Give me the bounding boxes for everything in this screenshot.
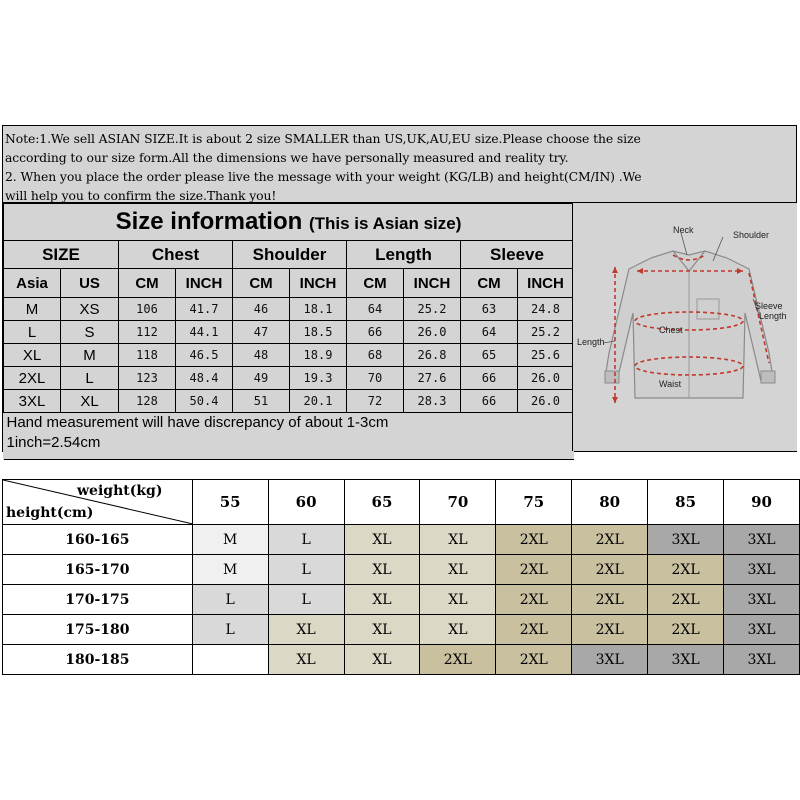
height-row	[3, 525, 800, 555]
recommended-size-cell: 2XL	[496, 645, 572, 675]
weight-header-cell: 70	[420, 480, 496, 525]
shirt-measurement-diagram	[572, 203, 797, 451]
measurement-cell: 106	[119, 298, 176, 321]
measurement-cell: 64	[347, 298, 404, 321]
weight-header-cell: 80	[572, 480, 648, 525]
recommended-size-cell: XL	[420, 585, 496, 615]
recommended-size-cell: 3XL	[648, 645, 724, 675]
recommended-size-cell: 2XL	[572, 615, 648, 645]
recommended-size-cell: L	[268, 585, 344, 615]
recommended-size-cell: L	[192, 615, 268, 645]
corner-cell	[3, 480, 193, 525]
header-shoulder: Shoulder	[233, 241, 347, 269]
recommended-size-cell: 2XL	[572, 585, 648, 615]
sub-header-cell: CM	[233, 269, 290, 298]
measurement-cell: 72	[347, 390, 404, 413]
measurement-cell: 46	[233, 298, 290, 321]
recommended-size-cell: 3XL	[648, 525, 724, 555]
recommended-size-cell: XL	[420, 525, 496, 555]
recommended-size-cell: XL	[420, 555, 496, 585]
measurement-cell: 63	[461, 298, 518, 321]
size-table-title	[4, 204, 574, 241]
recommended-size-cell: 3XL	[724, 555, 800, 585]
sub-header-cell: INCH	[290, 269, 347, 298]
recommended-size-cell: XL	[268, 615, 344, 645]
recommended-size-cell: 2XL	[572, 555, 648, 585]
measurement-cell: 25.2	[518, 321, 574, 344]
measurement-cell: 20.1	[290, 390, 347, 413]
note-line: 2. When you place the order please live the message with your weight (KG/LB) and height(CM/IN) .We	[5, 169, 642, 184]
size-row	[4, 344, 574, 367]
sub-header-cell: Asia	[4, 269, 61, 298]
sub-header-cell: CM	[461, 269, 518, 298]
recommended-size-cell: L	[192, 585, 268, 615]
note-line: according to our size form.All the dimensions we have personally measured and reality try.	[5, 150, 569, 165]
recommended-size-cell: 2XL	[496, 615, 572, 645]
height-range-cell: 175-180	[3, 615, 193, 645]
weight-header-cell: 75	[496, 480, 572, 525]
recommended-size-cell: 2XL	[496, 585, 572, 615]
size-label-cell: M	[61, 344, 119, 367]
measurement-cell: 123	[119, 367, 176, 390]
measurement-cell: 64	[461, 321, 518, 344]
recommended-size-cell: 2XL	[420, 645, 496, 675]
chest-label: Chest	[659, 325, 683, 335]
height-axis-label: height(cm)	[6, 505, 94, 521]
recommended-size-cell: 3XL	[572, 645, 648, 675]
measurement-cell: 26.0	[518, 390, 574, 413]
neck-label: Neck	[673, 225, 694, 235]
waist-label: Waist	[659, 379, 682, 389]
measurement-cell: 25.2	[404, 298, 461, 321]
title-text: Size information	[115, 208, 303, 235]
measurement-cell: 18.1	[290, 298, 347, 321]
size-row	[4, 390, 574, 413]
weight-header-cell: 60	[268, 480, 344, 525]
size-row	[4, 367, 574, 390]
size-table	[3, 203, 574, 460]
sub-header-cell: INCH	[176, 269, 233, 298]
sub-header-cell: US	[61, 269, 119, 298]
measurement-cell: 65	[461, 344, 518, 367]
measurement-cell: 41.7	[176, 298, 233, 321]
sub-header-cell: INCH	[404, 269, 461, 298]
measurement-cell: 112	[119, 321, 176, 344]
measurement-note	[4, 413, 574, 460]
height-row	[3, 555, 800, 585]
height-row	[3, 615, 800, 645]
measurement-cell: 48.4	[176, 367, 233, 390]
note-line: will help you to confirm the size.Thank you!	[5, 188, 277, 203]
recommended-size-cell: 2XL	[572, 525, 648, 555]
size-label-cell: XS	[61, 298, 119, 321]
measurement-cell: 27.6	[404, 367, 461, 390]
measurement-cell: 26.0	[518, 367, 574, 390]
recommended-size-cell: 3XL	[724, 585, 800, 615]
height-range-cell: 160-165	[3, 525, 193, 555]
measurement-cell: 47	[233, 321, 290, 344]
weight-header-cell: 85	[648, 480, 724, 525]
note-line: Note:1.We sell ASIAN SIZE.It is about 2 size SMALLER than US,UK,AU,EU size.Please choose the size	[5, 131, 641, 146]
measurement-cell: 51	[233, 390, 290, 413]
measurement-cell: 25.6	[518, 344, 574, 367]
size-label-cell: 2XL	[4, 367, 61, 390]
size-label-cell: S	[61, 321, 119, 344]
height-range-cell: 170-175	[3, 585, 193, 615]
measurement-cell: 18.5	[290, 321, 347, 344]
recommended-size-cell: 3XL	[724, 525, 800, 555]
measurement-cell: 19.3	[290, 367, 347, 390]
size-label-cell: XL	[61, 390, 119, 413]
size-note	[3, 126, 796, 203]
length-label: Length	[577, 337, 605, 347]
recommended-size-cell: 3XL	[724, 615, 800, 645]
recommended-size-cell: XL	[344, 525, 420, 555]
weight-header-cell: 90	[724, 480, 800, 525]
size-info-panel	[2, 125, 797, 452]
recommended-size-cell: 2XL	[496, 555, 572, 585]
recommended-size-cell: XL	[420, 615, 496, 645]
measurement-cell: 49	[233, 367, 290, 390]
discrepancy-note: Hand measurement will have discrepancy of about 1-3cm	[6, 414, 389, 431]
measurement-cell: 50.4	[176, 390, 233, 413]
sleeve-label: Sleeve	[755, 301, 783, 311]
size-label-cell: L	[4, 321, 61, 344]
size-label-cell: L	[61, 367, 119, 390]
weight-header-row	[3, 480, 800, 525]
header-sleeve: Sleeve	[461, 241, 574, 269]
recommended-size-cell: L	[268, 555, 344, 585]
recommended-size-cell: 2XL	[648, 555, 724, 585]
header-length: Length	[347, 241, 461, 269]
size-row	[4, 321, 574, 344]
recommended-size-cell: 2XL	[648, 615, 724, 645]
measurement-cell: 46.5	[176, 344, 233, 367]
measurement-cell: 118	[119, 344, 176, 367]
height-row	[3, 645, 800, 675]
recommended-size-cell: M	[192, 525, 268, 555]
recommended-size-cell: M	[192, 555, 268, 585]
measurement-cell: 70	[347, 367, 404, 390]
sub-header-cell: INCH	[518, 269, 574, 298]
measurement-cell: 44.1	[176, 321, 233, 344]
size-label-cell: XL	[4, 344, 61, 367]
recommended-size-cell: 3XL	[724, 645, 800, 675]
weight-axis-label: weight(kg)	[77, 483, 163, 499]
weight-header-cell: 65	[344, 480, 420, 525]
recommended-size-cell: XL	[344, 645, 420, 675]
weight-header-cell: 55	[192, 480, 268, 525]
shoulder-label: Shoulder	[733, 230, 770, 240]
size-row	[4, 298, 574, 321]
title-subtitle: (This is Asian size)	[308, 214, 462, 233]
recommended-size-cell: 2XL	[496, 525, 572, 555]
measurement-cell: 48	[233, 344, 290, 367]
measurement-cell: 26.0	[404, 321, 461, 344]
recommended-size-cell: XL	[268, 645, 344, 675]
height-range-cell: 180-185	[3, 645, 193, 675]
measurement-cell: 128	[119, 390, 176, 413]
header-size: SIZE	[4, 241, 119, 269]
shirt-diagram-svg	[573, 203, 797, 451]
inch-conversion-note: 1inch=2.54cm	[6, 434, 101, 451]
recommended-size-cell	[192, 645, 268, 675]
header-chest: Chest	[119, 241, 233, 269]
recommended-size-cell: 2XL	[648, 585, 724, 615]
sub-header-cell: CM	[119, 269, 176, 298]
measurement-cell: 66	[347, 321, 404, 344]
measurement-cell: 24.8	[518, 298, 574, 321]
size-label-cell: 3XL	[4, 390, 61, 413]
size-label-cell: M	[4, 298, 61, 321]
weight-height-body	[3, 480, 800, 675]
sub-header-cell: CM	[347, 269, 404, 298]
measurement-cell: 26.8	[404, 344, 461, 367]
measurement-cell: 68	[347, 344, 404, 367]
measurement-cell: 18.9	[290, 344, 347, 367]
weight-height-table	[2, 479, 800, 675]
sub-header-row	[4, 269, 574, 298]
height-range-cell: 165-170	[3, 555, 193, 585]
recommended-size-cell: XL	[344, 585, 420, 615]
measurement-cell: 66	[461, 390, 518, 413]
recommended-size-cell: L	[268, 525, 344, 555]
height-row	[3, 585, 800, 615]
recommended-size-cell: XL	[344, 555, 420, 585]
measurement-cell: 66	[461, 367, 518, 390]
size-rows	[4, 298, 574, 413]
sleeve-length-label: Length	[759, 311, 787, 321]
measurement-cell: 28.3	[404, 390, 461, 413]
recommended-size-cell: XL	[344, 615, 420, 645]
